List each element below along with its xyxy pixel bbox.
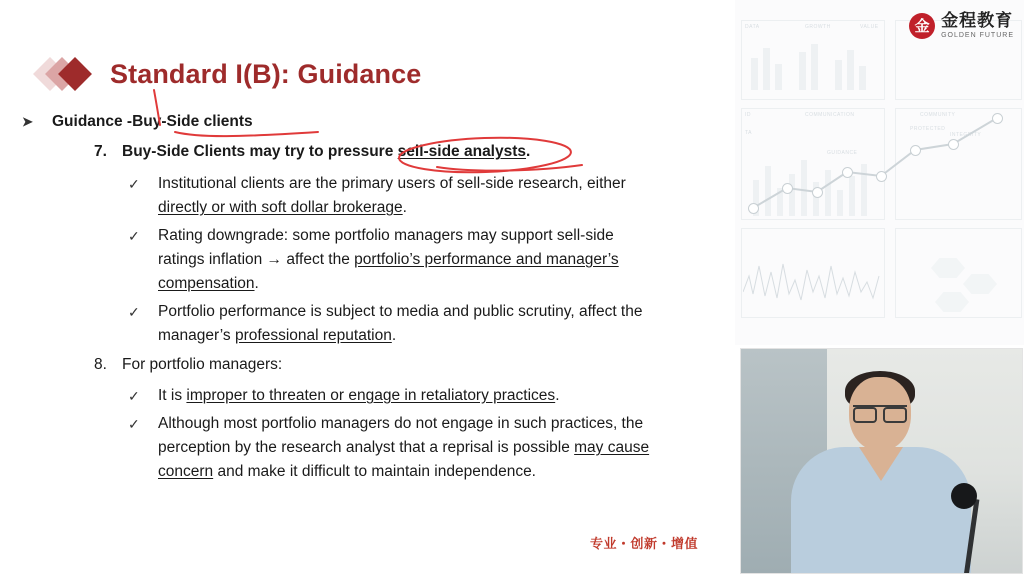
guidance-level1: [22, 113, 253, 131]
slide-title-row: [38, 57, 421, 91]
diamond-bullet-icon: [38, 57, 100, 91]
item-7-sub-2: [128, 224, 663, 296]
item-7-sub-3-part-1: professional reputation: [234, 327, 392, 344]
item-8-sub-1: [128, 384, 678, 408]
footer-slogan: 专业・创新・增值: [590, 536, 699, 551]
check-icon: ✓: [128, 388, 140, 404]
check-icon: ✓: [128, 416, 140, 432]
brand-logo: [909, 12, 1014, 39]
item-7-sub-3-part-2: .: [391, 327, 397, 344]
item-7-sub-1-part-0: Institutional clients are the primary users of sell-side research, either: [158, 175, 626, 192]
item-8-sub-1-part-1: improper to threaten or engage in retaliatory practices: [186, 387, 556, 404]
logo-mark-icon: 金: [909, 13, 935, 39]
glasses-icon: [853, 405, 907, 420]
item-7-sub-3-part-0: Portfolio performance is subject to media and public scrutiny, affect the manager’s: [158, 303, 643, 344]
check-icon: ✓: [128, 228, 140, 244]
microphone-icon: [951, 483, 977, 509]
item-7-sub-1-part-1: directly or with soft dollar brokerage: [158, 199, 403, 216]
item-7-text-a: Buy-Side Clients may try to pressure: [122, 143, 398, 160]
item-8-sub-1-part-2: .: [555, 387, 560, 404]
decorative-background: DATA GROWTH VALUE ID COMMUNICATION COMMUNITY TA PROTECTED INTEGRITY GUIDANCE: [735, 0, 1024, 345]
item-7-sub-1-part-2: .: [402, 199, 407, 216]
page-title: Standard I(B): Guidance: [110, 58, 422, 89]
item-7-sub-2-part-2: .: [254, 275, 259, 292]
logo-name-cn: 金程教育: [941, 11, 1014, 30]
item-8-sub-2-part-2: and make it difficult to maintain independence.: [213, 463, 536, 480]
item-8-sub-2: [128, 412, 678, 484]
presenter-video: [740, 348, 1023, 574]
right-panel: [735, 0, 1024, 576]
item-7-text-highlight: sell-side analysts: [397, 143, 527, 160]
item-7: [94, 143, 531, 161]
item-8-number: 8.: [94, 356, 107, 373]
guidance-level1-label: Guidance -Buy-Side clients: [52, 113, 253, 130]
item-8-sub-1-part-0: It is: [158, 387, 187, 404]
item-7-sub-3: [128, 300, 658, 348]
item-7-sub-2-part-0: Rating downgrade: some portfolio managers may support sell-side ratings inflation → affect the: [158, 227, 614, 268]
item-7-sub-1: [128, 172, 658, 220]
item-8-label: For portfolio managers:: [122, 356, 283, 373]
item-7-text-c: .: [526, 143, 531, 160]
check-icon: ✓: [128, 176, 140, 192]
item-8-sub-2-part-1: may cause concern: [158, 439, 650, 480]
check-icon: ✓: [128, 304, 140, 320]
arrow-bullet-icon: ➤: [22, 114, 33, 129]
logo-name-en: GOLDEN FUTURE: [941, 32, 1014, 39]
item-8: [94, 356, 283, 374]
item-7-sub-2-part-1: portfolio’s performance and manager’s compensation: [158, 251, 619, 292]
item-8-sub-2-part-0: Although most portfolio managers do not engage in such practices, the perception by the research analyst that a reprisal is possible: [158, 415, 644, 456]
item-7-number: 7.: [94, 143, 107, 160]
